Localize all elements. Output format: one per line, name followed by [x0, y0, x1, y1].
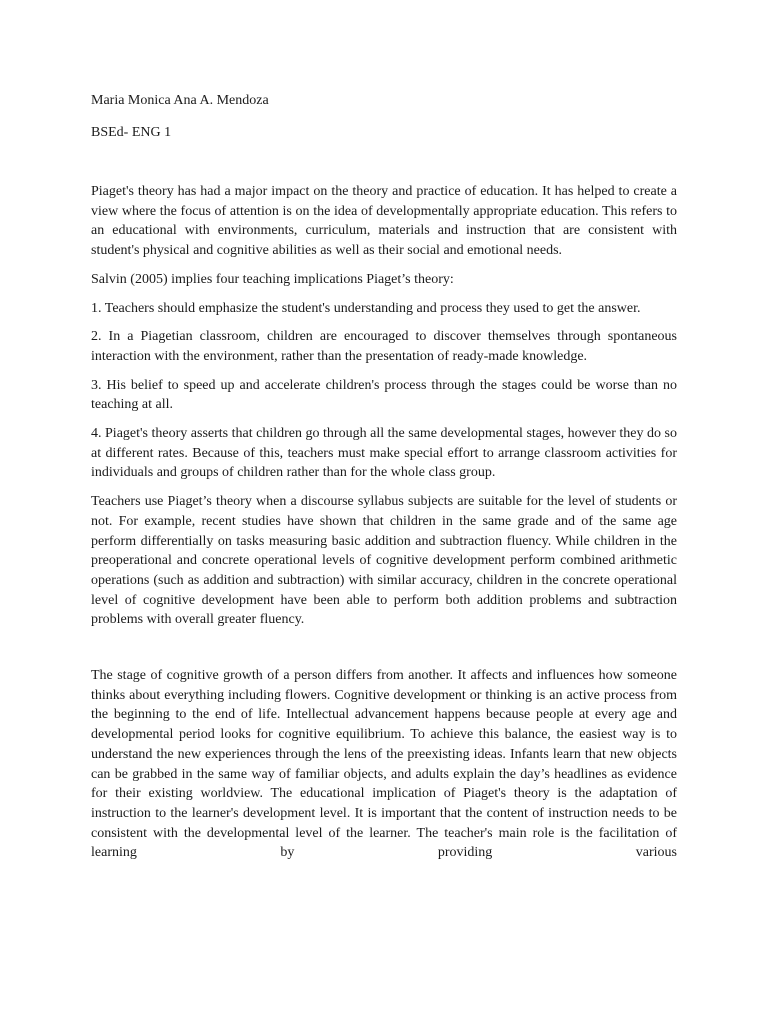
implication-1: 1. Teachers should emphasize the student's understanding and process they used to get the answer. — [91, 300, 641, 316]
implication-3: 3. His belief to speed up and accelerate children's process through the stages could be worse than no teaching at all. — [91, 377, 677, 413]
spacer — [91, 142, 677, 182]
implication-4: 4. Piaget's theory asserts that children go through all the same developmental stages, however they do so at different rates. Because of this, teachers must make special effort to arrange classroom activities for individuals and groups of children rather than for the whole class group. — [91, 426, 677, 481]
teachers-use-paragraph: Teachers use Piaget’s theory when a discourse syllabus subjects are suitable for the level of students or not. For example, recent studies have shown that children in the same grade and of the same age perform differentially on tasks measuring basic addition and subtraction fluency. While children in the preoperational and concrete operational levels of cognitive development perform combined arithmetic operations (such as addition and subtraction) with similar accuracy, children in the concrete operational level of cognitive development have been able to perform both addition problems and subtraction problems with overall greater fluency. — [91, 494, 677, 628]
course-label: BSEd- ENG 1 — [91, 125, 172, 140]
stage-paragraph: The stage of cognitive growth of a person differs from another. It affects and influences how someone thinks about everything including flowers. Cognitive development or thinking is an active process from the beginning to the end of life. Intellectual advancement happens because people at every age and developmental period looks for cognitive equilibrium. To achieve this balance, the easiest way is to understand the new experiences through the lens of the preexisting ideas. Infants learn that new objects can be grabbed in the same way of familiar objects, and adults explain the day’s headlines as evidence for their existing worldview. The educational implication of Piaget's theory is the adaptation of instruction to the learner's development level. It is important that the content of instruction needs to be consistent with the developmental level of the learner. The teacher's main role is the facilitation of learning by providing various — [91, 668, 677, 861]
intro-paragraph: Piaget's theory has had a major impact on the theory and practice of education. It has helped to create a view where the focus of attention is on the idea of developmentally appropriate education. This refers to an educational with environments, curriculum, materials and instruction that are consistent with student's physical and cognitive abilities as well as their social and emotional needs. — [91, 184, 677, 259]
implication-2: 2. In a Piagetian classroom, children are encouraged to discover themselves through spontaneous interaction with the environment, rather than the presentation of ready-made knowledge. — [91, 329, 677, 364]
spacer — [91, 639, 677, 666]
salvin-paragraph: Salvin (2005) implies four teaching implications Piaget’s theory: — [91, 271, 454, 287]
author-name: Maria Monica Ana A. Mendoza — [91, 93, 269, 108]
document-page — [91, 91, 677, 872]
